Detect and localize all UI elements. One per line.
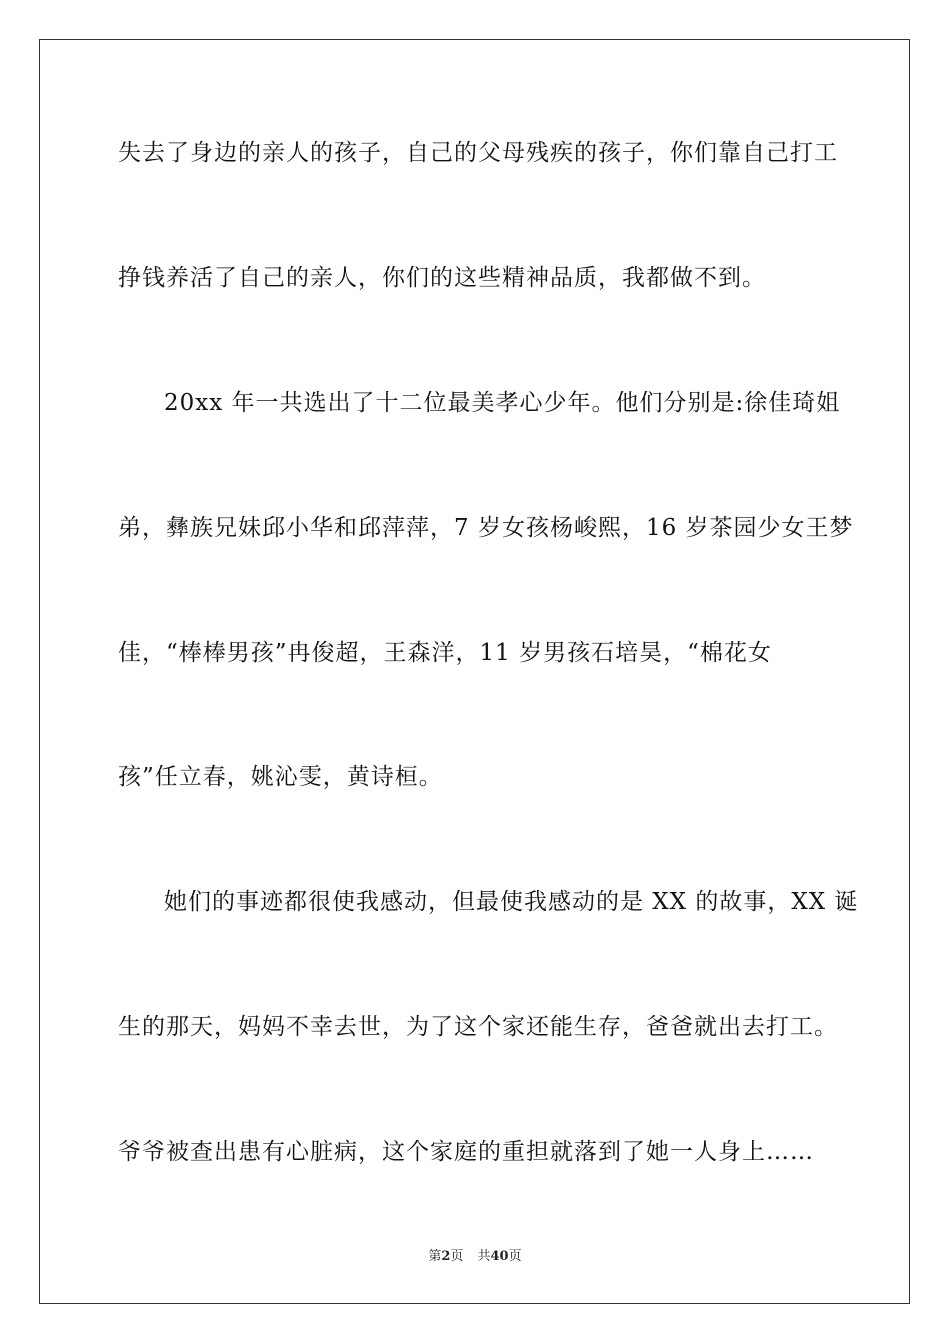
page-border <box>39 39 910 1304</box>
body-line-5: 佳，“棒棒男孩”冉俊超，王森洋，11 岁男孩石培昊，“棉花女 <box>118 640 772 666</box>
page-footer <box>0 1248 950 1266</box>
body-line-1: 失去了身边的亲人的孩子，自己的父母残疾的孩子，你们靠自己打工 <box>118 140 838 166</box>
page-number: 2 <box>441 1249 451 1264</box>
page-prefix: 第 <box>428 1249 442 1264</box>
total-prefix: 共 <box>477 1249 491 1264</box>
body-line-6: 孩”任立春，姚沁雯，黄诗桓。 <box>118 764 443 790</box>
body-line-3: 20xx 年一共选出了十二位最美孝心少年。他们分别是:徐佳琦姐 <box>164 390 841 416</box>
body-line-9: 爷爷被查出患有心脏病，这个家庭的重担就落到了她一人身上…… <box>118 1139 814 1165</box>
total-suffix: 页 <box>508 1249 522 1264</box>
body-line-7: 她们的事迹都很使我感动，但最使我感动的是 XX 的故事，XX 诞 <box>164 889 859 915</box>
page-suffix: 页 <box>450 1249 464 1264</box>
total-pages: 40 <box>490 1249 509 1264</box>
body-line-8: 生的那天，妈妈不幸去世，为了这个家还能生存，爸爸就出去打工。 <box>118 1014 838 1040</box>
body-line-2: 挣钱养活了自己的亲人，你们的这些精神品质，我都做不到。 <box>118 265 766 291</box>
body-line-4: 弟，彝族兄妹邱小华和邱萍萍，7 岁女孩杨峻熙，16 岁茶园少女王梦 <box>118 515 854 541</box>
